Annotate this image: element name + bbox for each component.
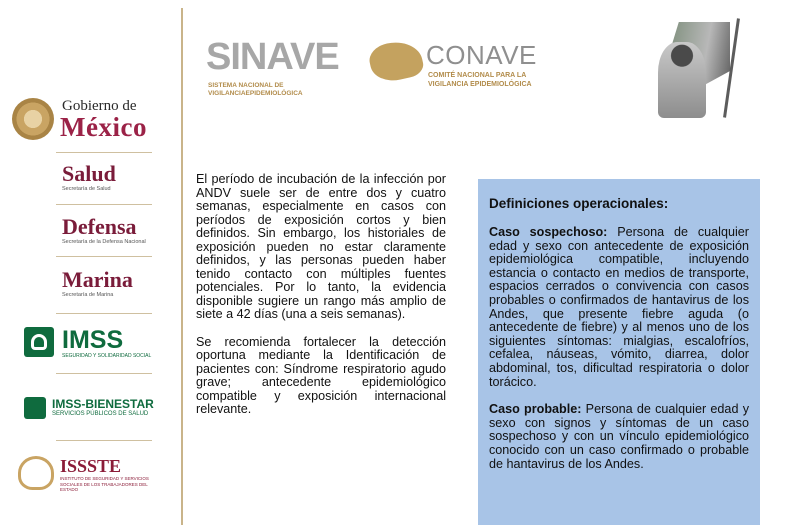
recommendation-paragraph: Se recomienda fortalecer la detección oportuna mediante la Identificación de pacientes con: Síndrome respiratorio agudo grave; antecedente epidemiológico compatible y exposición internacional relevante. (196, 334, 446, 416)
probable-case-text: Persona de cualquier edad y sexo con signos y síntomas de un caso sospechoso y con un vínculo epidemiológico conocido con un caso confirmado o probable de hantavirus de los Andes. (489, 402, 749, 471)
imss-bienestar-name: IMSS-BIENESTAR (52, 397, 154, 411)
probable-case-definition (489, 403, 749, 471)
divider (56, 440, 152, 441)
suspect-case-text: Persona de cualquier edad y sexo con antecedente de exposición epidemiológica compatible, incluyendo estancia o contacto en medios de transporte, espacios cerrados o convivencia con casos probables o confirmados de hantavirus de los Andes, que presente fiebre aguda (o antecedente de fiebre) y al menos uno de los siguientes síntomas: mialgias, escalofríos, cefalea, náuseas, vómito, diarrea, dolor abdominal, tos, dificultad respiratoria o dolor torácico. (489, 225, 749, 389)
marina-subtitle: Secretaría de Marina (62, 292, 114, 298)
gobierno-de-mexico-logo (12, 96, 172, 144)
defensa-name: Defensa (62, 214, 137, 239)
defensa-subtitle: Secretaría de la Defensa Nacional (62, 239, 146, 245)
conave-logo (370, 40, 570, 100)
woman-figure (658, 42, 706, 118)
conave-name: CONAVE (426, 40, 537, 70)
vertical-divider (181, 8, 183, 525)
mexico-map-icon (367, 37, 426, 85)
definitions-box (478, 179, 760, 525)
sinave-subtitle (208, 82, 303, 98)
marina-logo (62, 268, 133, 298)
salud-subtitle: Secretaría de Salud (62, 186, 111, 192)
divider (56, 152, 152, 153)
imss-emblem-icon (24, 327, 54, 357)
institution-sidebar (0, 0, 176, 525)
divider (56, 373, 152, 374)
divider (56, 204, 152, 205)
imss-bienestar-emblem-icon (24, 397, 46, 419)
probable-case-label: Caso probable: (489, 402, 582, 417)
incubation-paragraph: El período de incubación de la infección por ANDV suele ser de entre dos y cuatro semanas, especialmente en casos con períodos de exposición cortos y bien definidos. Sin embargo, los historiales de exposición pueden no estar claramente definidos, y las personas pueden haber tenido contacto con múltiples fuentes potenciales. Por lo tanto, la evidencia disponible sugiere un rango más amplio de siete a 42 días (una a seis semanas). (196, 172, 446, 321)
issste-subtitle: INSTITUTO DE SEGURIDAD Y SERVICIOS SOCIALES DE LOS TRABAJADORES DEL ESTADO (60, 476, 149, 492)
marina-name: Marina (62, 267, 133, 292)
suspect-case-label: Caso sospechoso: (489, 225, 608, 239)
main-text (196, 173, 446, 431)
flag-bearer-illustration (648, 18, 746, 118)
conave-subtitle-line1: COMITÉ NACIONAL PARA LA (428, 72, 527, 79)
salud-logo (62, 162, 116, 192)
divider (56, 313, 152, 314)
gobierno-label: Gobierno de (62, 98, 137, 114)
sinave-subtitle-line2: VIGILANCIAEPIDEMIOLÓGICA (208, 90, 303, 97)
sinave-name: SINAVE (206, 36, 339, 78)
mexico-label: México (60, 112, 147, 142)
sinave-subtitle-line1: SISTEMA NACIONAL DE (208, 82, 284, 89)
imss-name: IMSS (62, 326, 124, 354)
issste-name: ISSSTE (60, 456, 122, 476)
sinave-logo (206, 36, 366, 96)
imss-bienestar-subtitle: SERVICIOS PÚBLICOS DE SALUD (52, 411, 149, 417)
issste-emblem-icon (18, 456, 54, 490)
national-seal-icon (12, 98, 54, 140)
conave-subtitle (428, 71, 532, 89)
conave-subtitle-line2: VIGILANCIA EPIDEMIOLÓGICA (428, 81, 532, 88)
suspect-case-definition (489, 226, 749, 389)
definitions-title: Definiciones operacionales: (489, 196, 669, 211)
divider (56, 256, 152, 257)
defensa-logo (62, 215, 146, 245)
imss-subtitle: SEGURIDAD Y SOLIDARIDAD SOCIAL (62, 353, 152, 359)
salud-name: Salud (62, 161, 116, 186)
